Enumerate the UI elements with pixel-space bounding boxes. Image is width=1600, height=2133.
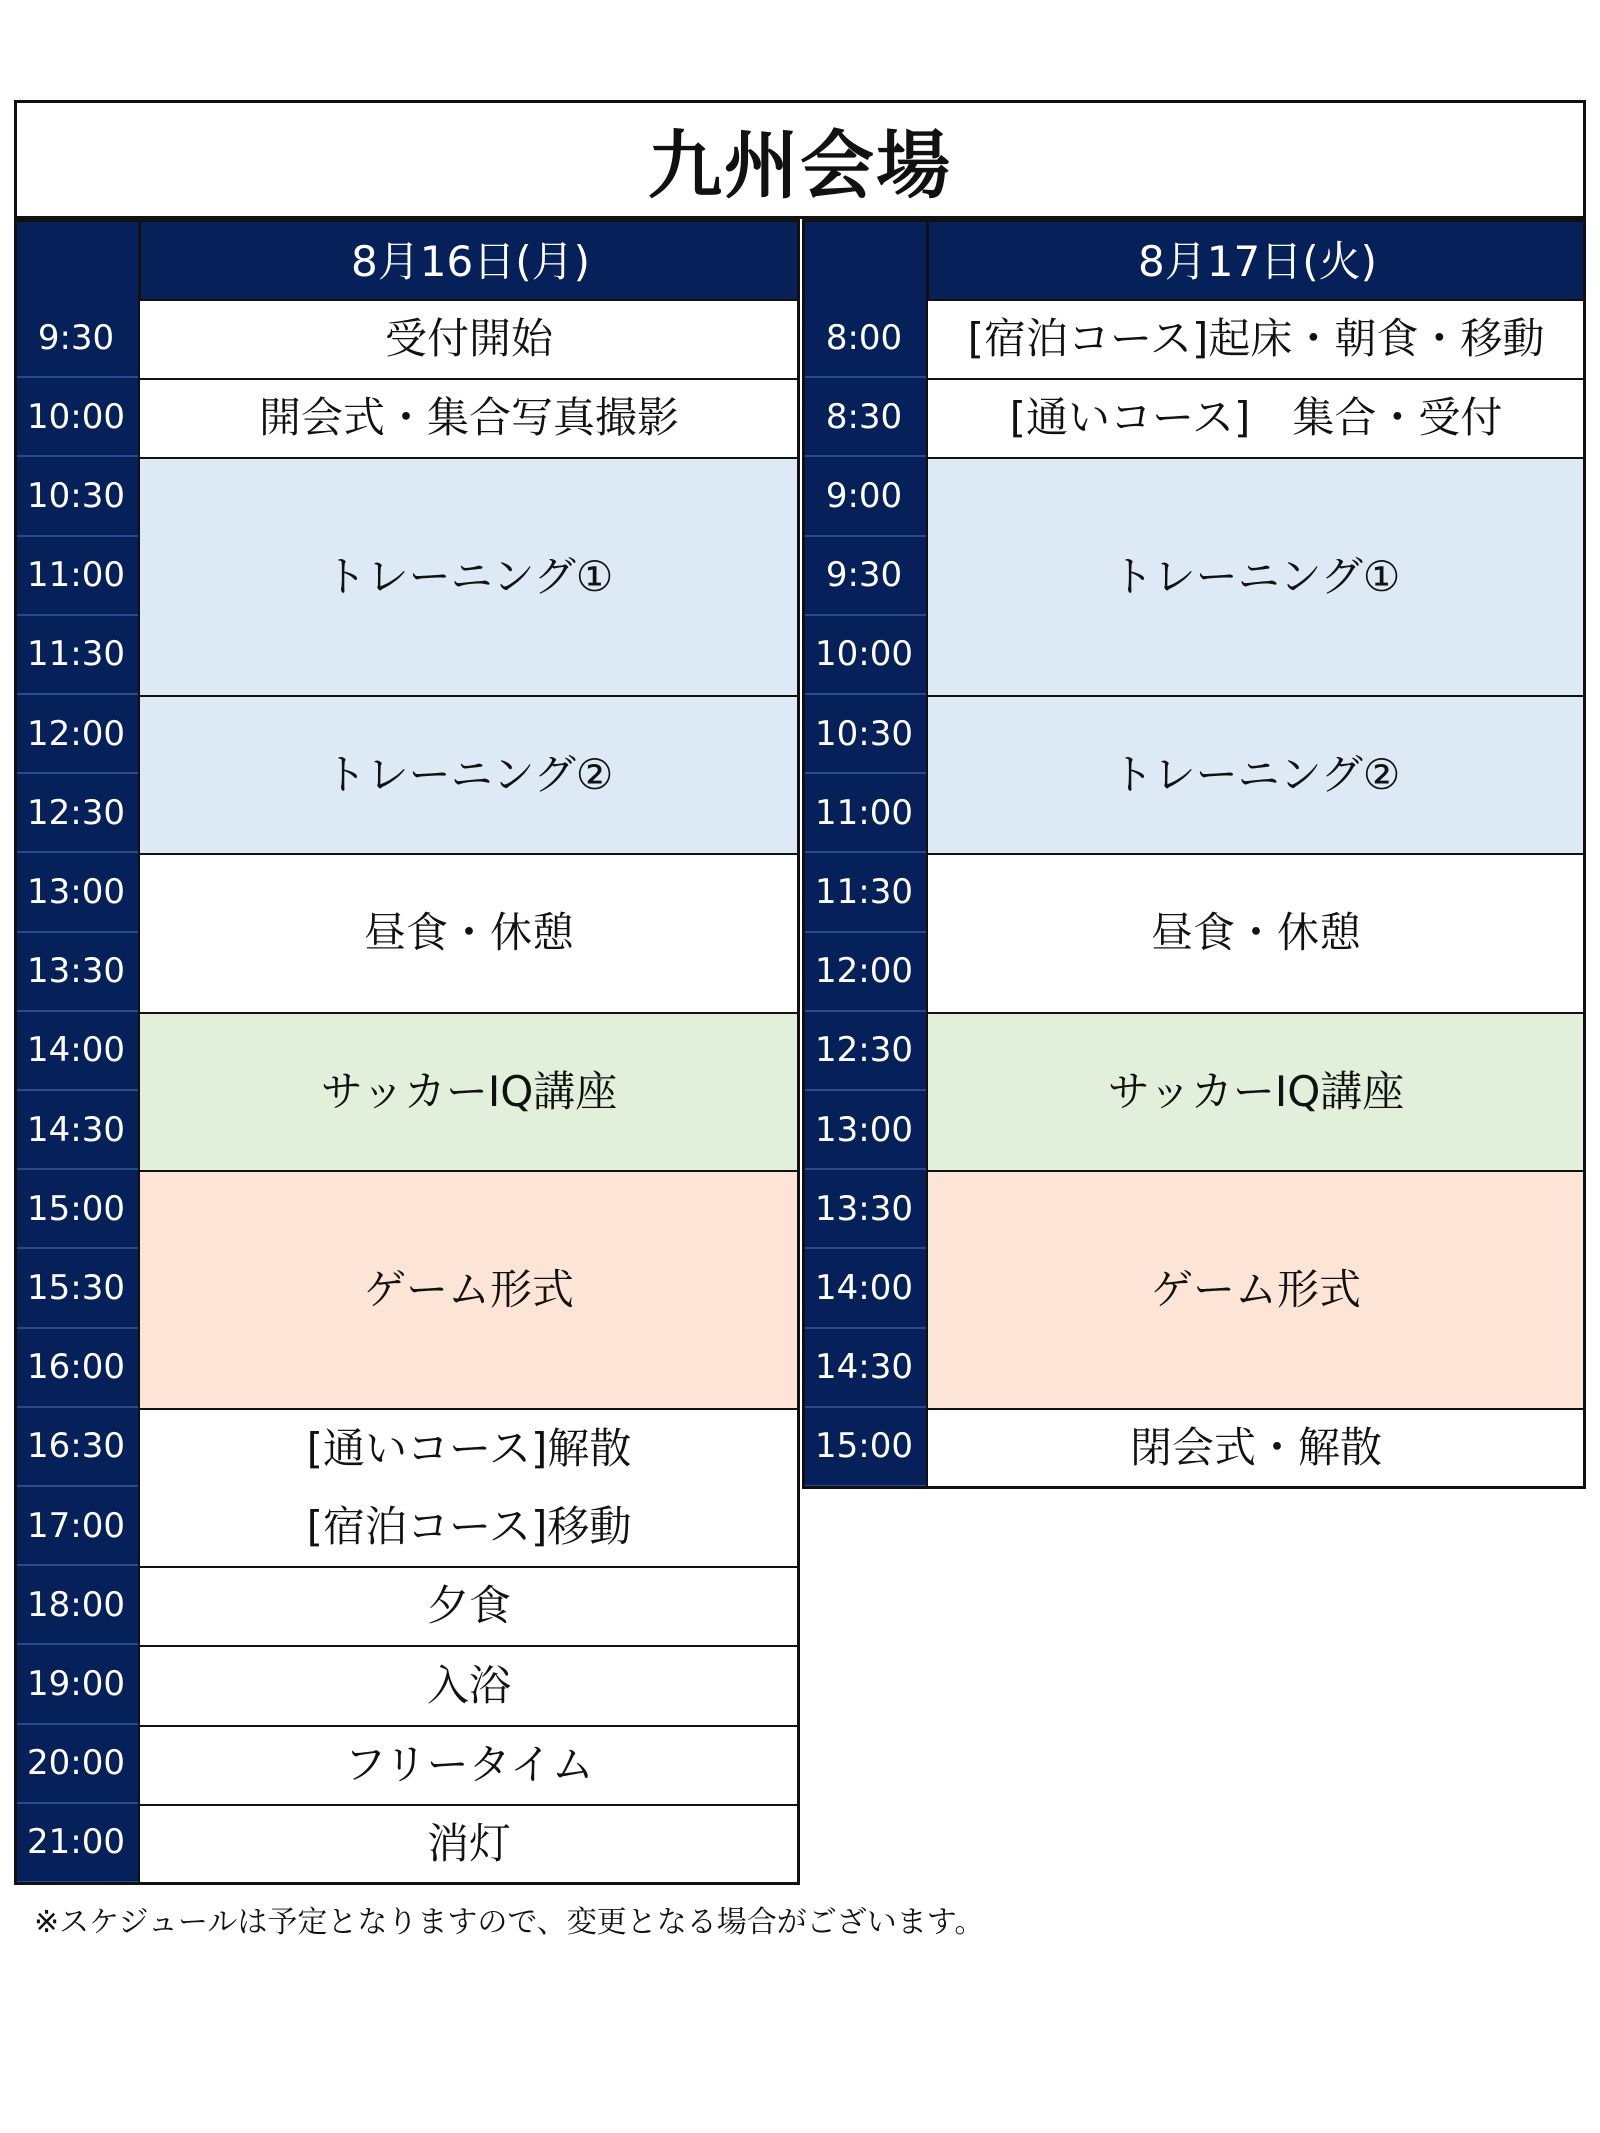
time-slot: 16:30 [14,1408,138,1487]
time-slot: 9:00 [802,457,926,536]
time-slot: 11:00 [14,537,138,616]
event-label: トレーニング① [324,551,614,601]
schedule-event [926,853,1586,1013]
event-label: [通いコース] 集合・受付 [1009,393,1503,443]
schedule-event [138,299,800,380]
event-label: サッカーIQ講座 [1107,1066,1405,1116]
time-slot: 14:30 [802,1329,926,1408]
time-slot: 12:00 [14,695,138,774]
time-slot: 13:00 [802,1091,926,1170]
schedule-event [926,695,1586,855]
schedule-event [138,1170,800,1410]
time-slot: 8:30 [802,378,926,457]
schedule-event [926,378,1586,459]
event-label: 昼食・休憩 [363,908,574,958]
time-slot: 14:30 [14,1091,138,1170]
time-slot: 10:30 [802,695,926,774]
time-slot: 14:00 [14,1012,138,1091]
time-slot: 16:00 [14,1329,138,1408]
time-slot: 15:30 [14,1249,138,1328]
event-label: サッカーIQ講座 [320,1066,618,1116]
time-slot: 12:30 [802,1012,926,1091]
event-label: 開会式・集合写真撮影 [258,393,679,443]
day-date-header: 8月16日(月) [138,219,800,299]
event-label: 受付開始 [384,314,553,364]
schedule-event [138,1645,800,1726]
event-label: [宿泊コース]移動 [306,1501,632,1551]
schedule-event [138,378,800,459]
schedule-event [138,1566,800,1647]
time-slot: 15:00 [802,1408,926,1487]
day-date-header: 8月17日(火) [926,219,1586,299]
event-label: 昼食・休憩 [1150,908,1361,958]
event-label: ゲーム形式 [363,1264,574,1314]
time-slot: 19:00 [14,1645,138,1724]
schedule-event [926,299,1586,380]
page-title: 九州会場 [14,100,1586,219]
schedule-event [138,1408,800,1568]
event-label: トレーニング① [1111,551,1401,601]
time-slot: 13:30 [802,1170,926,1249]
time-slot: 10:00 [802,616,926,695]
schedule-event [138,1725,800,1806]
schedule-event [138,853,800,1013]
schedule-event [138,695,800,855]
header-blank [802,219,926,299]
schedule-event [926,1012,1586,1172]
time-slot: 13:00 [14,853,138,932]
time-slot: 10:30 [14,457,138,536]
time-slot: 9:30 [14,299,138,378]
time-slot: 21:00 [14,1804,138,1883]
event-label: トレーニング② [1111,749,1401,799]
time-slot: 10:00 [14,378,138,457]
time-slot: 12:30 [14,774,138,853]
event-label: 夕食 [426,1581,511,1631]
event-label: フリータイム [344,1739,594,1789]
event-label: 入浴 [426,1660,511,1710]
event-label: 閉会式・解散 [1129,1423,1382,1473]
time-slot: 11:30 [14,616,138,695]
time-slot: 9:30 [802,537,926,616]
time-slot: 15:00 [14,1170,138,1249]
time-slot: 8:00 [802,299,926,378]
time-slot: 18:00 [14,1566,138,1645]
event-label: ゲーム形式 [1150,1264,1361,1314]
time-slot: 13:30 [14,933,138,1012]
time-slot: 12:00 [802,933,926,1012]
schedule-event [926,1170,1586,1410]
time-slot: 11:00 [802,774,926,853]
header-blank [14,219,138,299]
time-slot: 20:00 [14,1725,138,1804]
time-slot: 14:00 [802,1249,926,1328]
event-label: [通いコース]解散 [306,1423,632,1473]
time-slot: 17:00 [14,1487,138,1566]
event-label: トレーニング② [324,749,614,799]
schedule-event [926,1408,1586,1489]
schedule-event [926,457,1586,697]
time-slot: 11:30 [802,853,926,932]
schedule-event [138,457,800,697]
event-label: [宿泊コース]起床・朝食・移動 [967,314,1545,364]
schedule-event [138,1012,800,1172]
schedule-note: ※スケジュールは予定となりますので、変更となる場合がございます。 [34,1905,985,1940]
schedule-event [138,1804,800,1885]
event-label: 消灯 [426,1819,511,1869]
